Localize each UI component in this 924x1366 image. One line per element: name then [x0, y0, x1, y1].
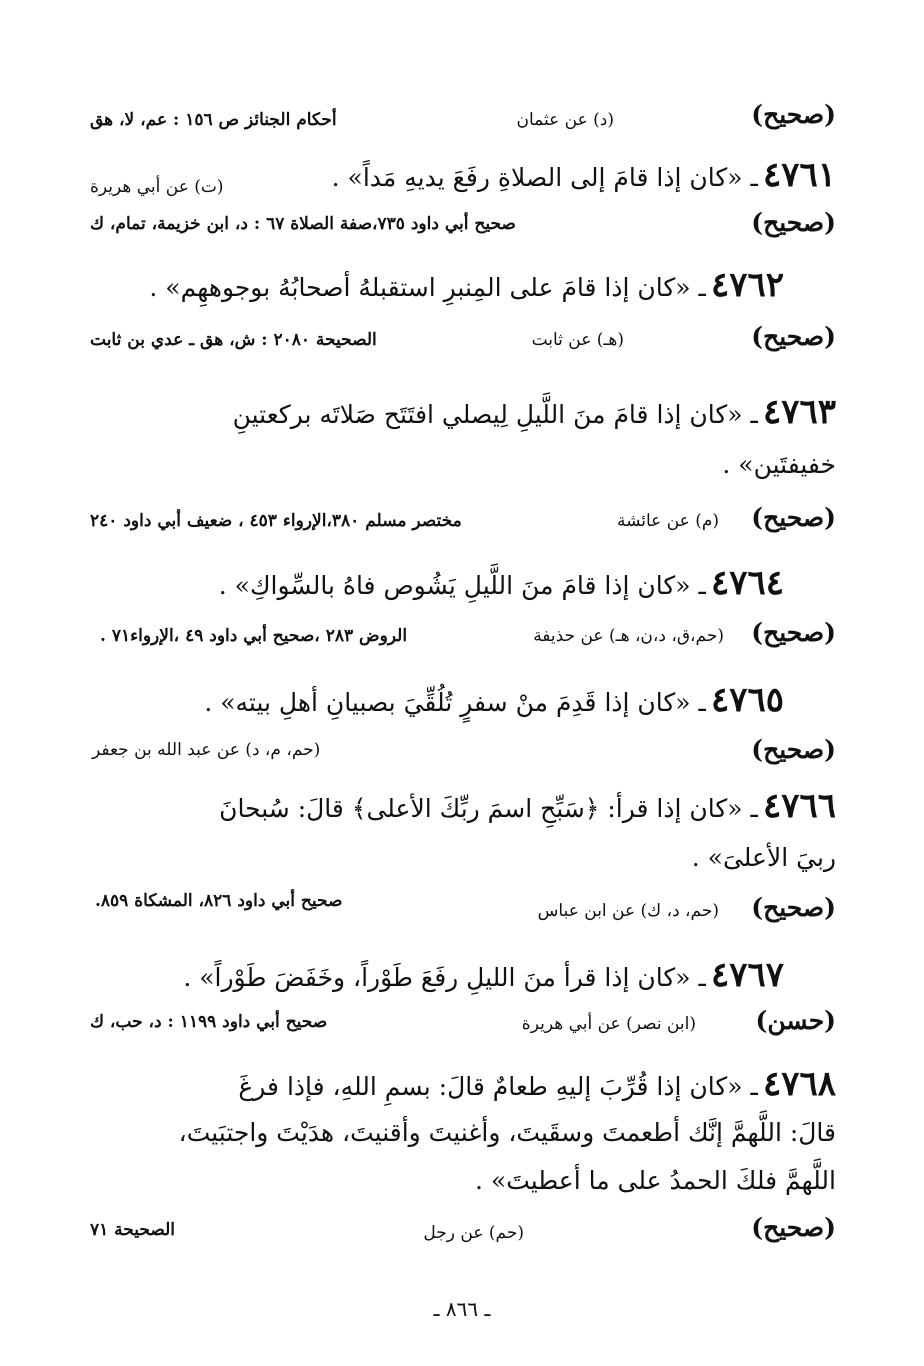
hadith-text [233, 392, 836, 432]
hadith-body: ـ «كان إذا قامَ منَ اللَّيلِ يَشُوص فاهُ بالسِّواكِ» . [218, 571, 706, 600]
hadith-source: (م) عن عائشة [616, 511, 719, 531]
grade-label: (صحيح) [751, 618, 836, 647]
hadith-text [219, 563, 784, 603]
grade-label: (حسن) [755, 1006, 836, 1035]
hadith-text [332, 155, 836, 195]
hadith-text [238, 1064, 836, 1104]
hadith-references: مختصر مسلم ٣٨٠،الإرواء ٤٥٣ ، ضعيف أبي داود ٢٤٠ [90, 511, 462, 531]
grade-label: (صحيح) [751, 322, 836, 351]
grade-label: (صحيح) [751, 100, 836, 129]
hadith-body: ـ «كان إذا قرأ: ﴿سَبِّحِ اسمَ ربِّكَ الأعلى﴾ قالَ: سُبحانَ [219, 794, 758, 823]
hadith-references: صحيح أبي داود ٨٢٦، المشكاة ٨٥٩. [95, 891, 343, 911]
hadith-source: (هـ) عن ثابت [531, 330, 624, 350]
hadith-source: (حم،ق، د،ن، هـ) عن حذيفة [533, 626, 724, 646]
hadith-source: (ت) عن أبي هريرة [90, 177, 224, 197]
hadith-source: (ابن نصر) عن أبي هريرة [521, 1014, 696, 1034]
hadith-number: ٤٧٦٦ [762, 786, 836, 826]
hadith-number: ٤٧٦٤ [710, 563, 784, 603]
hadith-body: ـ «كان إذا قَدِمَ منْ سفرٍ تُلُقِّيَ بصبيانِ أهلِ بيته» . [204, 688, 706, 717]
hadith-body: ـ «كان إذا قامَ منَ اللَّيلِ لِيصلي افتَتَح صَلاتَه بركعتينِ [232, 400, 758, 429]
hadith-references: صحيح أبي داود ٧٣٥،صفة الصلاة ٦٧ : د، ابن خزيمة، تمام، ك [90, 214, 516, 234]
hadith-source: (حم) عن رجل [423, 1223, 524, 1243]
hadith-number: ٤٧٦٨ [762, 1064, 836, 1104]
hadith-text [219, 786, 836, 826]
hadith-body: ـ «كان إذا قُرِّبَ إليهِ طعامٌ قالَ: بسمِ اللهِ، فإذا فرغَ [238, 1072, 758, 1101]
hadith-references: أحكام الجنائز ص ١٥٦ : عم، لا، هق [90, 110, 337, 130]
hadith-source: (حم، د، ك) عن ابن عباس [537, 901, 719, 921]
hadith-number: ٤٧٦٢ [710, 265, 784, 305]
hadith-body-continued: ربيَ الأعلىَ» . [691, 843, 836, 872]
hadith-body-continued: خفيفتَين» . [722, 450, 836, 479]
hadith-body: ـ «كان إذا قامَ على المِنبرِ استقبلهُ أصحابُهُ بوجوههِم» . [149, 273, 706, 302]
hadith-text [204, 680, 784, 720]
grade-label: (صحيح) [751, 503, 836, 532]
hadith-references: الروض ٢٨٣ ،صحيح أبي داود ٤٩ ،الإرواء٧١ . [100, 626, 408, 646]
hadith-body: ـ «كان إذا قامَ إلى الصلاةِ رفَعَ يديهِ مَداً» . [331, 163, 758, 192]
hadith-text [183, 955, 784, 995]
grade-label: (صحيح) [751, 893, 836, 922]
grade-label: (صحيح) [751, 1213, 836, 1242]
hadith-number: ٤٧٦٧ [710, 955, 784, 995]
hadith-body-continued: قالَ: اللَّهمَّ إنَّك أطعمتَ وسقَيتَ، وأغنيتَ وأقنيتَ، هدَيْتَ واجتبَيتَ، [178, 1118, 836, 1147]
hadith-text [149, 265, 784, 305]
hadith-references: صحيح أبي داود ١١٩٩ : د، حب، ك [90, 1012, 328, 1032]
grade-label: (صحيح) [751, 735, 836, 764]
grade-label: (صحيح) [751, 208, 836, 237]
hadith-body: ـ «كان إذا قرأ منَ الليلِ رفَعَ طَوْراً، وخَفَضَ طَوْراً» . [183, 963, 706, 992]
hadith-number: ٤٧٦٣ [762, 392, 836, 432]
hadith-number: ٤٧٦١ [762, 155, 836, 195]
hadith-source: (د) عن عثمان [516, 110, 614, 130]
hadith-body-continued: اللَّهمَّ فلكَ الحمدُ على ما أعطيتَ» . [475, 1166, 836, 1195]
hadith-source: (حم، م، د) عن عبد الله بن جعفر [92, 740, 321, 760]
page-number: ـ ٨٦٦ ـ [433, 1297, 491, 1321]
hadith-references: الصحيحة ٢٠٨٠ : ش، هق ـ عدي بن ثابت [90, 330, 377, 350]
hadith-number: ٤٧٦٥ [710, 680, 784, 720]
hadith-references: الصحيحة ٧١ [90, 1220, 176, 1240]
